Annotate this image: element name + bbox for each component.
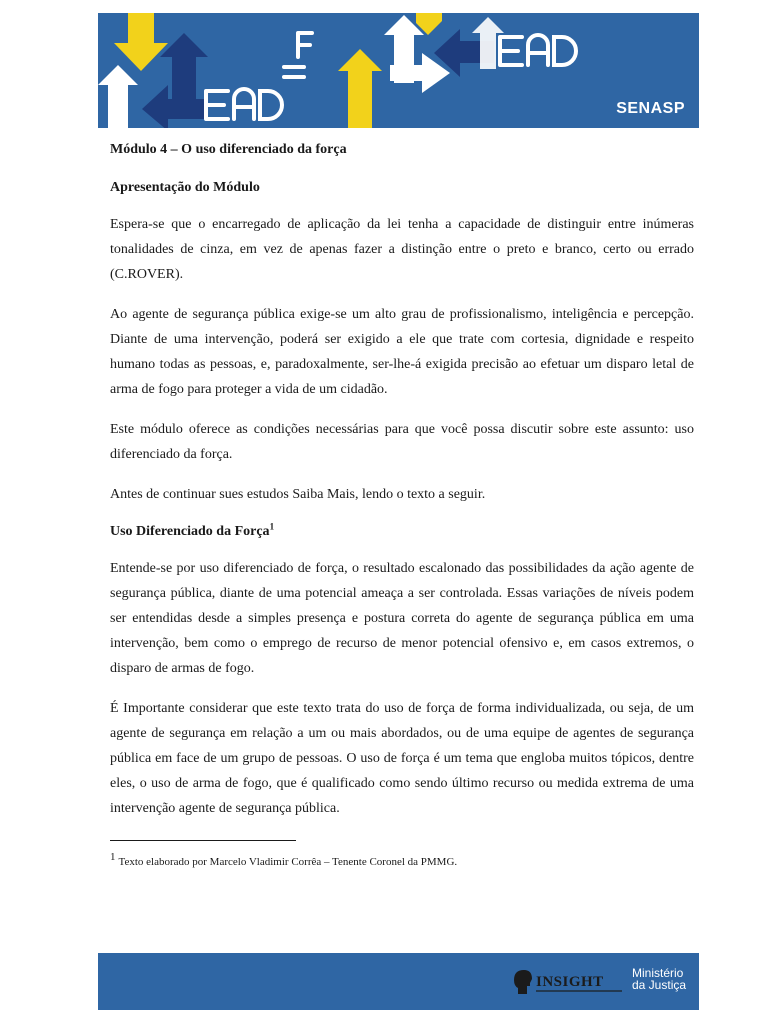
- section-heading-differentiated-force: [110, 522, 694, 542]
- paragraph: Este módulo oferece as condições necessárias para que você possa discutir sobre este assunto: uso diferenciado da força.: [110, 422, 694, 462]
- paragraph: É Importante considerar que este texto trata do uso de força de forma individualizada, ou seja, de um agente de segurança em relação a um ou mais abordados, ou de uma equipe de agentes de segurança pública em face de um grupo de pessoas. O uso de força é um tema que engloba muitos tópicos, dentre eles, o uso de arma de fogo, que é qualificado como sendo último recurso ou medida extrema de uma intervenção agente de segurança pública.: [110, 701, 694, 816]
- insight-head-icon: [514, 970, 532, 994]
- insight-tagline-bar: [536, 990, 622, 992]
- paragraph: Espera-se que o encarregado de aplicação da lei tenha a capacidade de distinguir entre inúmeras tonalidades de cinza, em vez de apenas fazer a distinção entre o preto e branco, certo ou errado (C.ROVER).: [110, 217, 694, 282]
- footnote-reference[interactable]: 1: [269, 521, 275, 532]
- insight-logo: [514, 968, 604, 996]
- document-body: [110, 140, 694, 836]
- footnote: [110, 851, 670, 870]
- paragraph: Ao agente de segurança pública exige-se um alto grau de profissionalismo, inteligência e percepção. Diante de uma intervenção, poderá ser exigido a ele que trate com cortesia, dignidade e respeito humano todas as pessoas, e, paradoxalmente, ser-lhe-á exigida precisão ao efetuar um disparo letal de arma de fogo para proteger a vida de um cidadão.: [110, 307, 694, 397]
- header-banner: [98, 13, 699, 128]
- section-heading-presentation: Apresentação do Módulo: [110, 180, 260, 195]
- banner-artwork: [98, 13, 699, 128]
- ministry-line-2: da Justiça: [632, 978, 687, 992]
- banner-senasp-label: SENASP: [616, 100, 685, 117]
- footer-banner: [98, 953, 699, 1010]
- ministry-logo: [632, 967, 686, 991]
- footnote-number: 1: [110, 851, 116, 864]
- ministry-line-1: Ministério: [632, 966, 684, 980]
- footnote-text: Texto elaborado por Marcelo Vladimir Corrêa – Tenente Coronel da PMMG.: [118, 856, 458, 868]
- footnote-divider: [110, 840, 296, 841]
- paragraph: Antes de continuar sues estudos Saiba Mais, lendo o texto a seguir.: [110, 487, 486, 502]
- module-title: Módulo 4 – O uso diferenciado da força: [110, 142, 347, 157]
- insight-logo-text: INSIGHT: [536, 973, 604, 990]
- paragraph: Entende-se por uso diferenciado de força, o resultado escalonado das possibilidades da ação agente de segurança pública, diante de uma potencial ameaça a ser controlada. Essas variações de níveis podem ser entendidas desde a simples presença e postura correta do agente de segurança pública em uma intervenção, bem como o emprego de recurso de menor potencial ofensivo e, em casos extremos, o disparo de armas de fogo.: [110, 561, 694, 676]
- section-heading-text: Uso Diferenciado da Força: [110, 524, 270, 539]
